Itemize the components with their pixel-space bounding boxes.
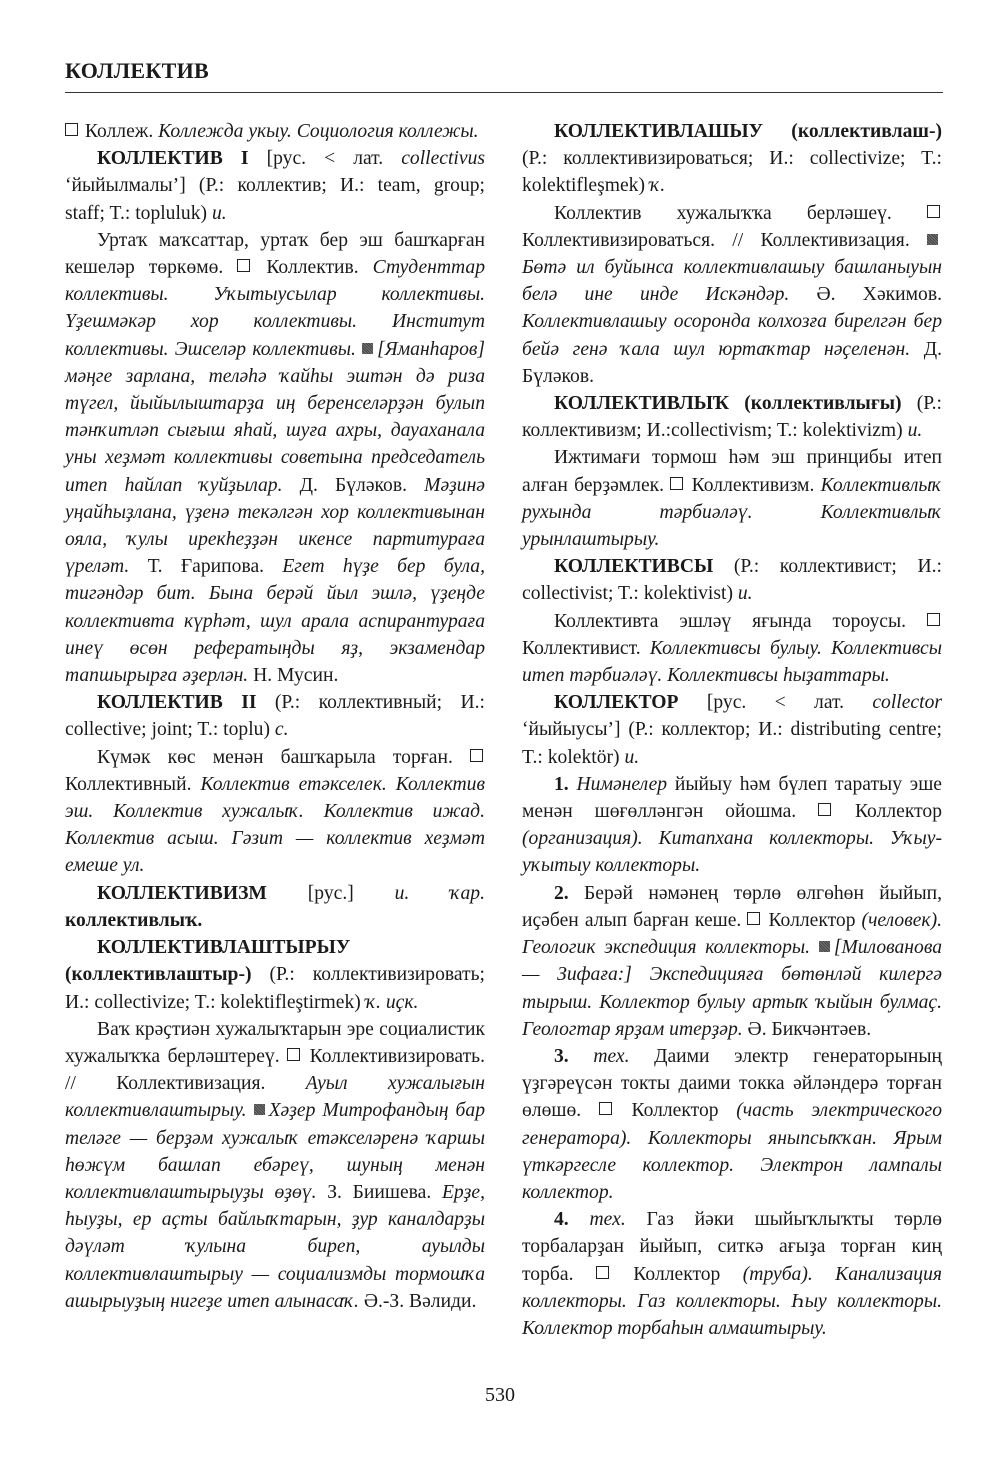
- open-square-icon: [599, 1102, 612, 1115]
- definition: Ваҡ крәҫтиән хужалыҡтарын эре социалистик хужалыҡҡа берләштереү. Коллективизировать. // Коллективизация. Ауыл хужалығын коллективлаштырыу. Хәҙер Митрофандың бар теләге — берҙәм хужалыҡ етәкселәренә ҡаршы һөжүм башлап ебәреү, шуның менән коллективлаштырыуҙы өҙөү. З. Биишева. Ерҙе, һыуҙы, ер аҫты байлыҡтарын, ҙур каналдарҙы дәүләт ҡулына биреп, ауылды коллективлаштырыу — социализмды тормошҡа ашырыуҙың нигеҙе итеп алынасаҡ. Ә.-З. Вәлиди.: [65, 1018, 485, 1312]
- headword: КОЛЛЕКТОР: [554, 692, 679, 714]
- open-square-icon: [927, 613, 940, 626]
- definition: Коллектив хужалыҡҡа берләшеү. Коллективизироваться. // Коллективизация. Бөтә ил буйынса коллективлашыу башланыуын белә ине инде Искәндәр. Ә. Хәкимов. Коллективлашыу осоронда колхозға бирелгән бер бейә генә ҡала шул юртаҡтар нәҫеленән. Д. Бүләков.: [522, 202, 943, 387]
- entry-kollektivlashyu: КОЛЛЕКТИВЛАШЫУ (коллективлаш-) (Р.: коллективизироваться; И.: collectivize; T.: kolektifleşmek) ҡ.: [522, 121, 942, 197]
- entry-kollektivizm: КОЛЛЕКТИВИЗМ [рус.] и. ҡар. коллективлыҡ.: [65, 882, 486, 931]
- filled-square-icon: [819, 941, 830, 952]
- page-number: 530: [485, 1384, 515, 1406]
- headword: КОЛЛЕКТИВЛАШТЫРЫУ: [97, 937, 351, 959]
- open-square-icon: [470, 749, 483, 762]
- filled-square-icon: [927, 234, 938, 245]
- sense-1: 1. Нимәнелер йыйыу һәм бүлеп таратыу эше менән шөғөлләнгән ойошма. Коллектор (организация). Китапхана коллекторы. Уҡыу-уҡытыу коллекторы.: [522, 773, 942, 877]
- open-square-icon: [65, 123, 78, 136]
- sense-4: 4. тех. Газ йәки шыйыҡлыҡты төрлө торбаларҙан йыйып, ситкә ағыҙа торған киң торба. Коллектор (труба). Канализация коллекторы. Газ коллекторы. Һыу коллекторы. Коллектор торбаһын алмаштырыу.: [522, 1209, 942, 1339]
- definition: Коллективта эшләү яғында тороусы. Коллективист. Коллективсы булыу. Коллективсы итеп тәрбиәләү. Коллективсы һыҙаттары.: [522, 610, 942, 687]
- entry-kollektivsy: КОЛЛЕКТИВСЫ (Р.: коллективист; И.: collectivist; T.: kolektivist) и.: [522, 556, 942, 605]
- entry-kollektiv-1: КОЛЛЕКТИВ I [рус. < лат. collectivus ‘йыйылмалы’] (Р.: коллектив; И.: team, group; staff; T.: topluluk) и.: [65, 148, 485, 224]
- entry-kollektivlyq: КОЛЛЕКТИВЛЫҠ (коллективлығы) (Р.: коллективизм; И.:collectivism; T.: kolektivizm) и.: [522, 393, 943, 442]
- definition: Күмәк көс менән башҡарыла торған. Коллективный. Коллектив етәкселек. Коллектив эш. Коллектив хужалыҡ. Коллектив ижад. Коллектив асыш. Гәзит — коллектив хеҙмәт емеше ул.: [65, 746, 485, 877]
- headword: КОЛЛЕКТИВ II: [97, 692, 257, 714]
- running-head: КОЛЛЕКТИВ: [65, 58, 209, 83]
- definition: Ижтимағи тормош һәм эш принцибы итеп алған берҙәмлек. Коллективизм. Коллективлыҡ рухында тәрбиәләү. Коллективлыҡ урынлаштырыу.: [522, 447, 942, 551]
- definition: Уртаҡ маҡсаттар, уртаҡ бер эш башҡарған кешеләр төркөмө. Коллектив. Студенттар коллективы. Уҡытыусылар коллективы. Үҙешмәкәр хор коллективы. Институт коллективы. Эшселәр коллективы. [Яманһаров] мәңге зарлана, теләһә ҡайһы эштән дә риза түгел, йыйылыштарҙа иң беренселәрҙән булып тәнҡитләп сығыш яһай, шуға ахры, дауаханала уны хеҙмәт коллективы советына председатель итеп һайлап ҡуйҙылар. Д. Бүләков. Мәҙинә уңайһыҙлана, үҙенә текәлгән хор коллективынан ояла, ҡулы ирекһеҙҙән икенсе партитураға үреләт. Т. Ғарипова. Егет һүҙе бер була, тигәндәр бит. Бына берәй йыл эшлә, үҙеңде коллективта күрһәт, шул арала аспирантураға инеү өсөн рефератыңды яҙ, экзамендар тапшырырға әҙерлән. Н. Мусин.: [65, 229, 486, 687]
- open-square-icon: [596, 1266, 609, 1279]
- open-square-icon: [927, 205, 940, 218]
- open-square-icon: [818, 803, 831, 816]
- headword: КОЛЛЕКТИВЛЫҠ: [554, 393, 730, 415]
- open-square-icon: [670, 477, 683, 490]
- right-column: [522, 118, 942, 1342]
- headword: КОЛЛЕКТИВЛАШЫУ: [554, 121, 763, 142]
- open-square-icon: [287, 1048, 300, 1061]
- filled-square-icon: [254, 1104, 265, 1115]
- headword: КОЛЛЕКТИВИЗМ: [97, 882, 267, 904]
- open-square-icon: [237, 259, 250, 272]
- filled-square-icon: [362, 343, 373, 354]
- open-square-icon: [747, 912, 760, 925]
- left-column: [65, 118, 485, 1315]
- entry-kollektivlashtyryu: КОЛЛЕКТИВЛАШТЫРЫУ (коллективлаштыр-) (Р.: коллективизировать; И.: collectivize; T.: kolektifleştirmek) ҡ. иҫк.: [65, 937, 485, 1013]
- sense-2: 2. Берәй нәмәнең төрлө өлгөһөн йыйып, иҫәбен алып барған кеше. Коллектор (человек). Геологик экспедиция коллекторы. [Милованова — Зифаға:] Экспедицияға бөтөнләй килергә тырыш. Коллектор булыу артыҡ ҡыйын булмаҫ. Геологтар ярҙам итерҙәр. Ә. Бикчәнтәев.: [522, 882, 942, 1040]
- headword: КОЛЛЕКТИВ I: [97, 148, 249, 170]
- entry-kollektor: КОЛЛЕКТОР [рус. < лат. collector ‘йыйыусы’] (Р.: коллектор; И.: distributing centre; T.: kolektör) и.: [522, 692, 942, 768]
- headword: КОЛЛЕКТИВСЫ: [554, 556, 714, 578]
- sense-3: 3. тех. Даими электр генераторының үҙгәреүсән токты даими токка әйләндерә торған өлөшө. Коллектор (часть электрического генератора). Коллекторы яныпсыҡҡан. Ярым үткәргесле коллектор. Электрон лампалы коллектор.: [522, 1045, 942, 1203]
- header-rule: [65, 92, 943, 93]
- entry-kollektiv-2: КОЛЛЕКТИВ II (Р.: коллективный; И.: collective; joint; T.: toplu) с.: [65, 692, 485, 741]
- entry-continuation: Коллеж. Коллежда укыу. Социология коллежы.: [65, 118, 485, 145]
